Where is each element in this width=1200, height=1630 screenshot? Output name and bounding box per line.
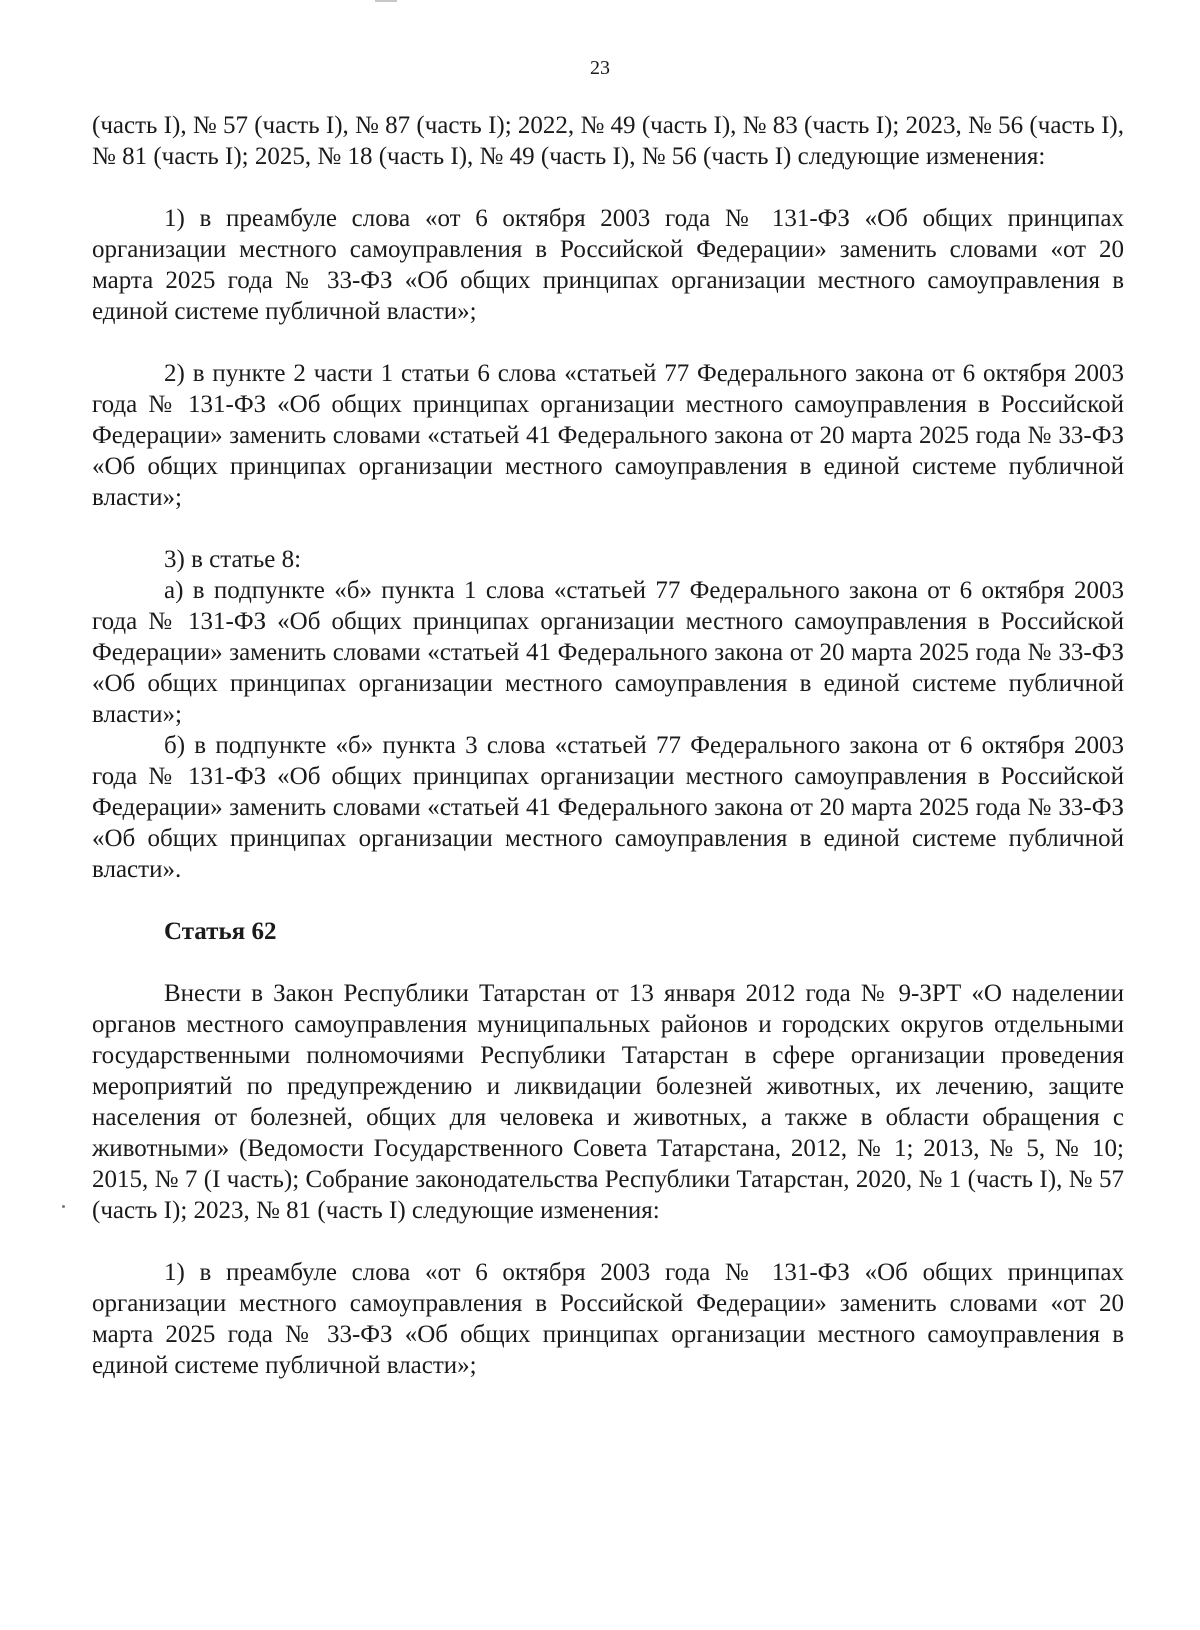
paragraph-item-3: 3) в статье 8: (164, 546, 302, 573)
paragraph-article-intro: Внести в Закон Республики Татарстан от 13 января 2012 года № 9-ЗРТ «О наделении органов местного самоуправления муниципальных районов и городских округов отдельными государственными полномочиями Республики Татарстан в сфере организации проведения мероприятий по предупреждению и ликвидации болезней животных, их лечению, защите населения от болезней, общих для человека и животных, а также в области обращения с животными» (Ведомости Государственного Совета Татарстана, 2012, № 1; 2013, № 5, № 10; 2015, № 7 (I часть); Собрание законодательства Республики Татарстан, 2020, № 1 (часть I), № 57 (часть I); 2023, № 81 (часть I) следующие изменения: (92, 980, 1124, 1224)
document-body (92, 110, 1124, 1381)
paragraph-article-item-1: 1) в преамбуле слова «от 6 октября 2003 года № 131-ФЗ «Об общих принципах организации местного самоуправления в Российской Федерации» заменить словами «от 20 марта 2025 года № 33-ФЗ «Об общих принципах организации местного самоуправления в единой системе публичной власти»; (92, 1259, 1124, 1379)
article-heading: Статья 62 (164, 918, 277, 945)
scan-artifact-dot (62, 1205, 65, 1208)
paragraph-item-1: 1) в преамбуле слова «от 6 октября 2003 года № 131-ФЗ «Об общих принципах организации местного самоуправления в Российской Федерации» заменить словами «от 20 марта 2025 года № 33-ФЗ «Об общих принципах организации местного самоуправления в единой системе публичной власти»; (92, 205, 1124, 325)
paragraph-item-3b: б) в подпункте «б» пункта 3 слова «статьей 77 Федерального закона от 6 октября 2003 года № 131-ФЗ «Об общих принципах организации местного самоуправления в Российской Федерации» заменить словами «статьей 41 Федерального закона от 20 марта 2025 года № 33-ФЗ «Об общих принципах организации местного самоуправления в единой системе публичной власти». (92, 732, 1124, 883)
paragraph-item-2: 2) в пункте 2 части 1 статьи 6 слова «статьей 77 Федерального закона от 6 октября 2003 года № 131-ФЗ «Об общих принципах организации местного самоуправления в Российской Федерации» заменить словами «статьей 41 Федерального закона от 20 марта 2025 года № 33-ФЗ «Об общих принципах организации местного самоуправления в единой системе публичной власти»; (92, 360, 1124, 511)
page-number: 23 (590, 57, 610, 79)
scan-artifact (375, 0, 397, 2)
paragraph-intro: (часть I), № 57 (часть I), № 87 (часть I); 2022, № 49 (часть I), № 83 (часть I); 2023, № 56 (часть I), № 81 (часть I); 2025, № 18 (часть I), № 49 (часть I), № 56 (часть I) следующие изменения: (92, 112, 1124, 170)
paragraph-item-3a: а) в подпункте «б» пункта 1 слова «статьей 77 Федерального закона от 6 октября 2003 года № 131-ФЗ «Об общих принципах организации местного самоуправления в Российской Федерации» заменить словами «статьей 41 Федерального закона от 20 марта 2025 года № 33-ФЗ «Об общих принципах организации местного самоуправления в единой системе публичной власти»; (92, 577, 1124, 728)
